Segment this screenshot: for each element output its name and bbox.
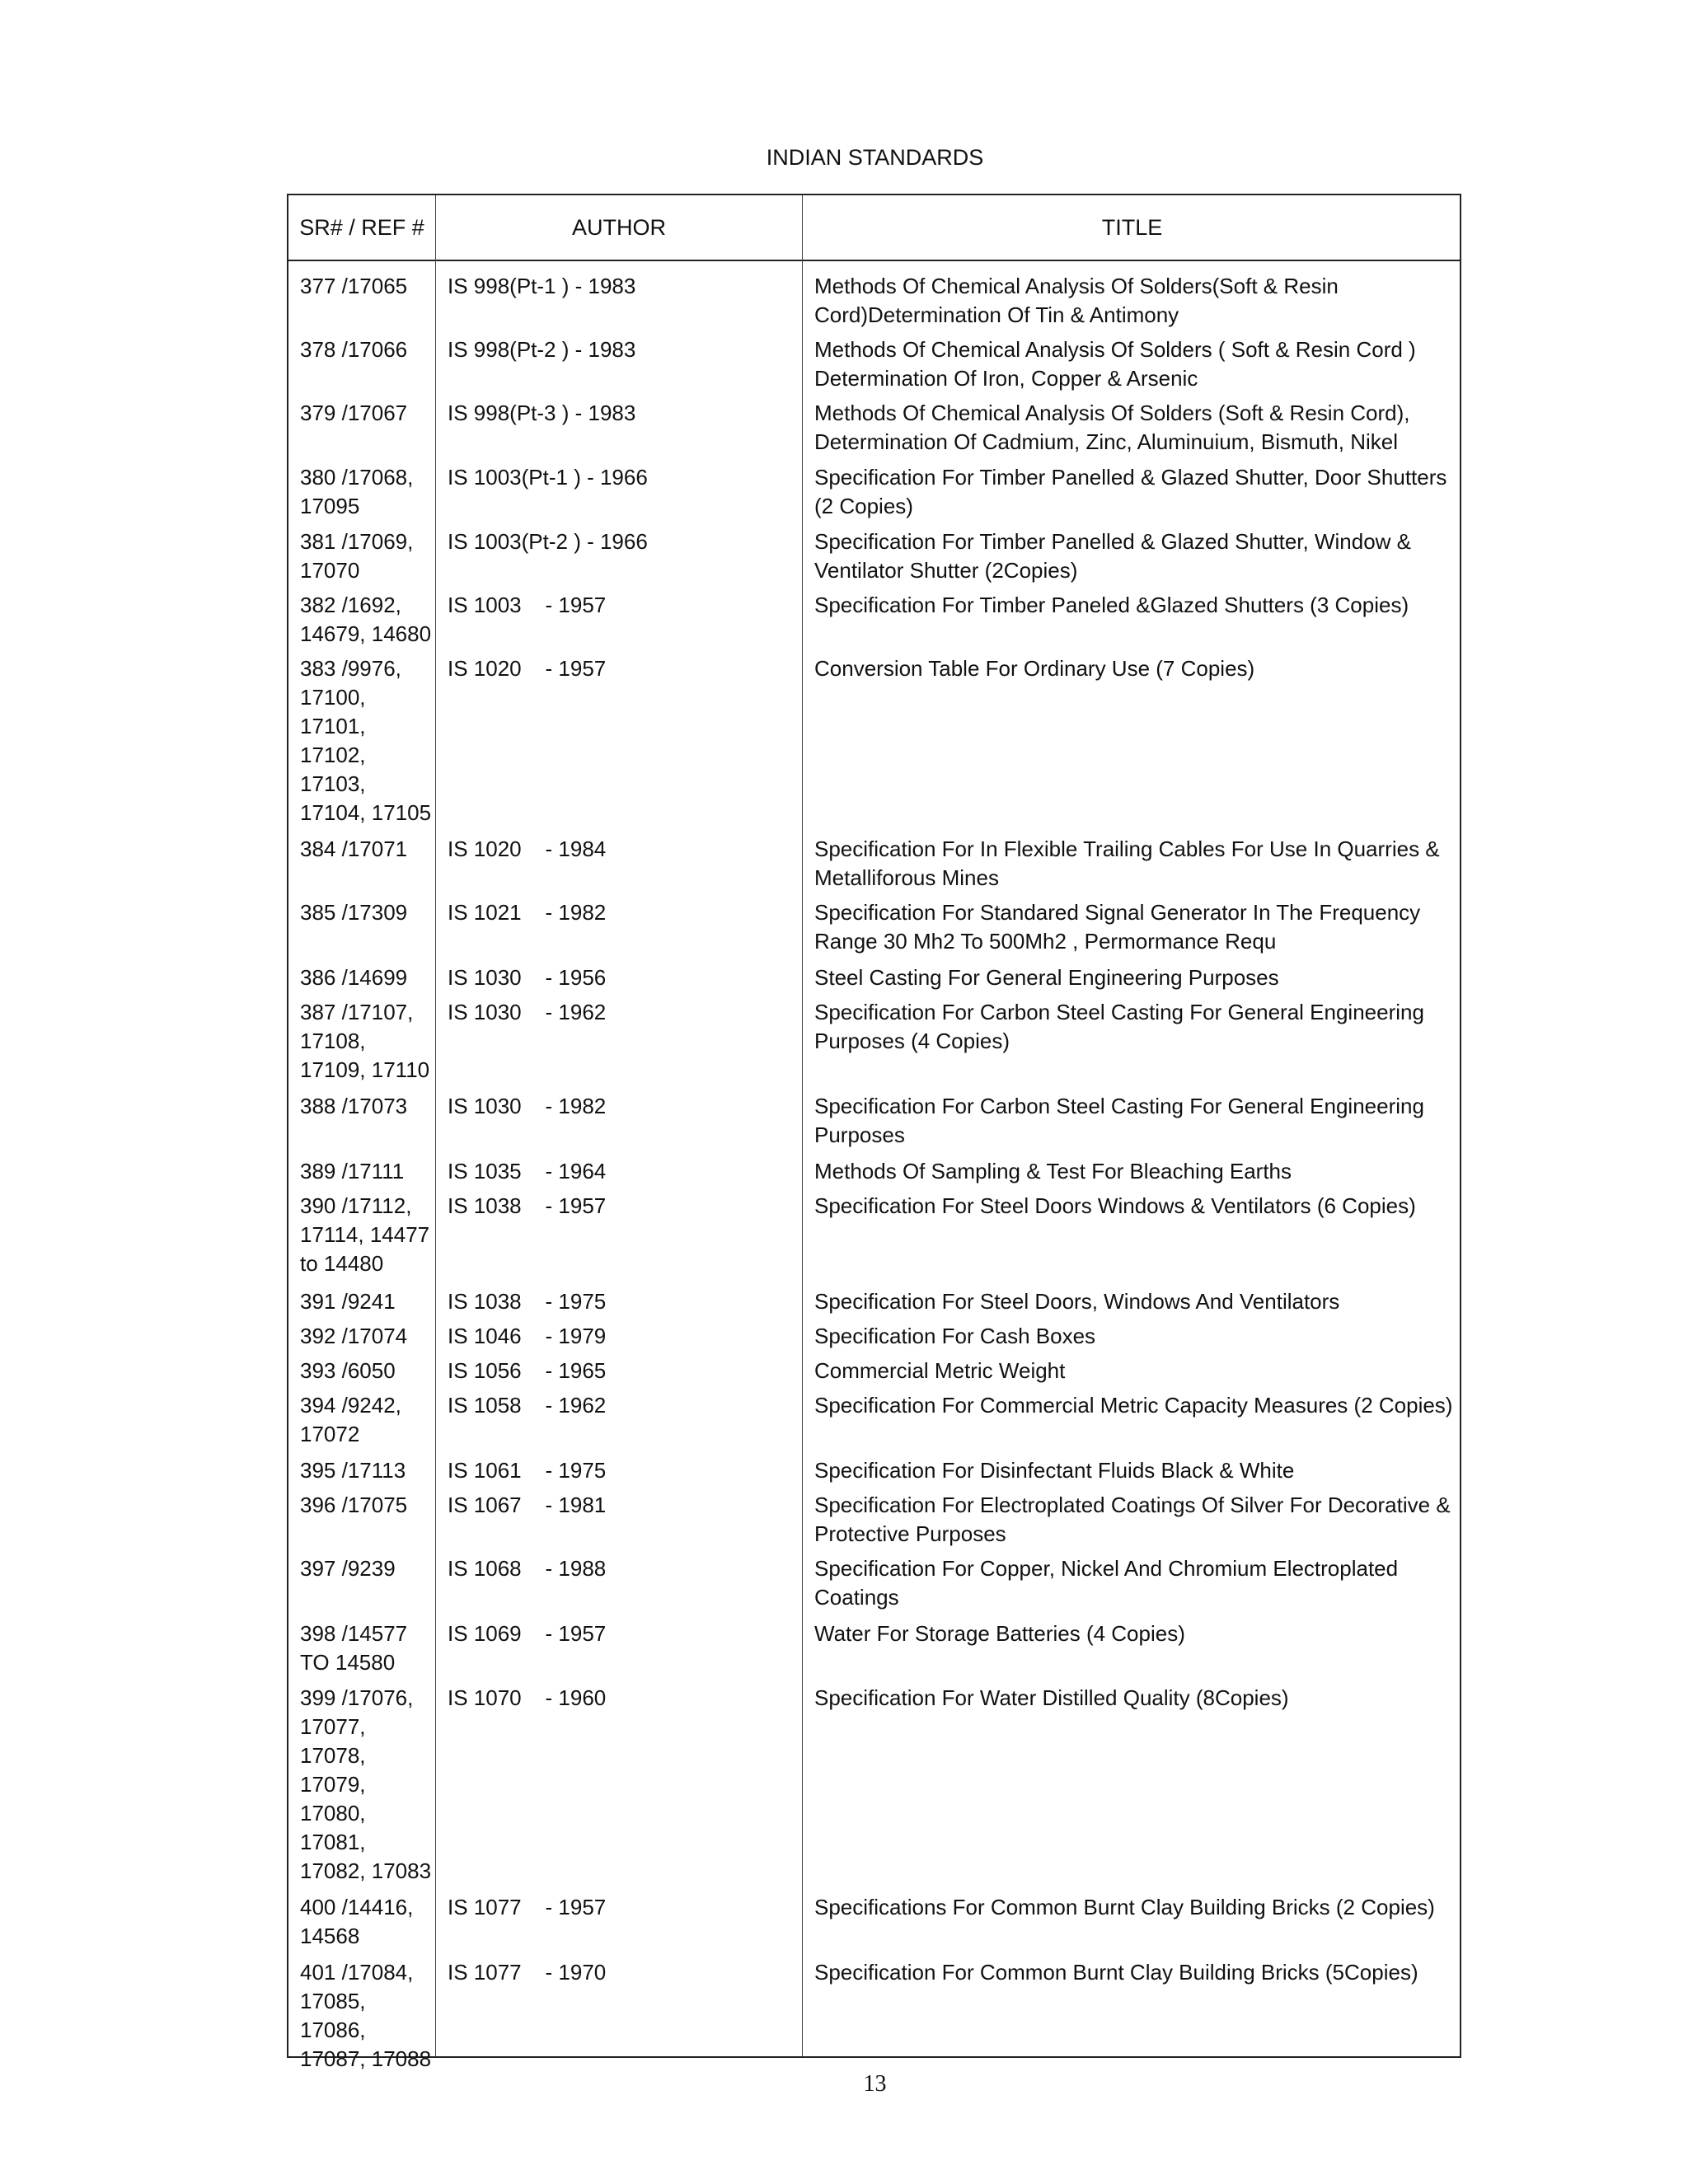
ref-cell: 387 /17107, 17108, 17109, 17110 [300,1000,430,1082]
ref-cell: 386 /14699 [300,965,408,990]
ref-cell: 394 /9242, 17072 [300,1393,401,1446]
author-cell: IS 1030 - 1956 [448,965,607,990]
title-cell: Specification For Standared Signal Generator In The Frequency Range 30 Mh2 To 500Mh2 , Permormance Requ [814,900,1421,954]
title-cell: Steel Casting For General Engineering Purposes [814,965,1279,990]
author-cell: IS 1069 - 1957 [448,1621,607,1646]
title-cell: Specification For Timber Paneled &Glazed Shutters (3 Copies) [814,593,1409,617]
author-cell: IS 1070 - 1960 [448,1685,607,1710]
title-cell: Specification For Common Burnt Clay Building Bricks (5Copies) [814,1960,1418,1985]
header-ref: SR# / REF # [299,215,424,240]
author-cell: IS 1021 - 1982 [448,900,607,925]
column-divider-2 [802,195,803,2056]
author-cell: IS 998(Pt-3 ) - 1983 [448,401,636,425]
title-cell: Specification For Disinfectant Fluids Black & White [814,1458,1295,1483]
ref-cell: 381 /17069, 17070 [300,529,414,583]
author-cell: IS 998(Pt-2 ) - 1983 [448,337,636,362]
author-cell: IS 1003(Pt-2 ) - 1966 [448,529,648,554]
ref-cell: 393 /6050 [300,1358,396,1383]
author-cell: IS 998(Pt-1 ) - 1983 [448,274,636,298]
author-cell: IS 1077 - 1970 [448,1960,607,1985]
title-cell: Specification For Water Distilled Quality (8Copies) [814,1685,1289,1710]
author-cell: IS 1030 - 1962 [448,1000,607,1024]
ref-cell: 390 /17112, 17114, 14477 to 14480 [300,1193,430,1276]
title-cell: Methods Of Sampling & Test For Bleaching Earths [814,1159,1292,1183]
author-cell: IS 1068 - 1988 [448,1556,607,1581]
title-cell: Specification For Steel Doors Windows & Ventilators (6 Copies) [814,1193,1416,1218]
ref-cell: 388 /17073 [300,1094,408,1118]
author-cell: IS 1020 - 1957 [448,656,607,681]
author-cell: IS 1035 - 1964 [448,1159,607,1183]
author-cell: IS 1038 - 1957 [448,1193,607,1218]
title-cell: Specification For Timber Panelled & Glazed Shutter, Window & Ventilator Shutter (2Copies) [814,529,1412,583]
title-cell: Specification For In Flexible Trailing Cables For Use In Quarries & Metalliforous Mines [814,837,1440,890]
ref-cell: 401 /17084, 17085, 17086, 17087, 17088 [300,1960,432,2071]
ref-cell: 396 /17075 [300,1493,408,1517]
author-cell: IS 1003(Pt-1 ) - 1966 [448,465,648,490]
title-cell: Specification For Commercial Metric Capacity Measures (2 Copies) [814,1393,1453,1418]
title-cell: Conversion Table For Ordinary Use (7 Copies) [814,656,1255,681]
title-cell: Specification For Carbon Steel Casting For General Engineering Purposes [814,1094,1424,1147]
author-cell: IS 1061 - 1975 [448,1458,607,1483]
ref-cell: 391 /9241 [300,1289,396,1314]
ref-cell: 389 /17111 [300,1159,405,1183]
title-cell: Methods Of Chemical Analysis Of Solders (Soft & Resin Cord), Determination Of Cadmium, Zinc, Aluminuium, Bismuth, Nikel [814,401,1410,454]
standards-table [287,194,1461,2071]
title-cell: Water For Storage Batteries (4 Copies) [814,1621,1185,1646]
ref-cell: 395 /17113 [300,1458,406,1483]
table-header-row [288,195,1460,261]
ref-cell: 383 /9976, 17100, 17101, 17102, 17103, 17104, 17105 [300,656,432,825]
author-cell: IS 1067 - 1981 [448,1493,607,1517]
author-cell: IS 1077 - 1957 [448,1895,607,1919]
ref-cell: 384 /17071 [300,837,408,861]
title-cell: Specification For Electroplated Coatings Of Silver For Decorative & Protective Purposes [814,1493,1451,1546]
author-cell: IS 1030 - 1982 [448,1094,607,1118]
ref-cell: 382 /1692, 14679, 14680 [300,593,432,646]
header-author: AUTHOR [572,215,666,240]
author-cell: IS 1003 - 1957 [448,593,607,617]
ref-cell: 398 /14577 TO 14580 [300,1621,408,1675]
page-heading: INDIAN STANDARDS [766,145,984,170]
header-title: TITLE [1101,215,1163,240]
title-cell: Commercial Metric Weight [814,1358,1066,1383]
ref-cell: 400 /14416, 14568 [300,1895,414,1948]
author-cell: IS 1058 - 1962 [448,1393,607,1418]
title-cell: Specification For Cash Boxes [814,1324,1096,1348]
ref-cell: 385 /17309 [300,900,408,925]
title-cell: Specifications For Common Burnt Clay Building Bricks (2 Copies) [814,1895,1435,1919]
page-number: 13 [863,2071,887,2097]
ref-cell: 397 /9239 [300,1556,396,1581]
ref-cell: 378 /17066 [300,337,408,362]
ref-cell: 379 /17067 [300,401,408,425]
title-cell: Specification For Timber Panelled & Glazed Shutter, Door Shutters (2 Copies) [814,465,1447,518]
title-cell: Methods Of Chemical Analysis Of Solders ( Soft & Resin Cord ) Determination Of Iron, Copper & Arsenic [814,337,1416,391]
title-cell: Methods Of Chemical Analysis Of Solders(Soft & Resin Cord)Determination Of Tin & Antimony [814,274,1339,327]
author-cell: IS 1056 - 1965 [448,1358,607,1383]
ref-cell: 392 /17074 [300,1324,408,1348]
author-cell: IS 1038 - 1975 [448,1289,607,1314]
column-divider-1 [435,195,436,2056]
author-cell: IS 1020 - 1984 [448,837,607,861]
ref-cell: 377 /17065 [300,274,408,298]
title-cell: Specification For Steel Doors, Windows And Ventilators [814,1289,1340,1314]
author-cell: IS 1046 - 1979 [448,1324,607,1348]
title-cell: Specification For Carbon Steel Casting For General Engineering Purposes (4 Copies) [814,1000,1424,1053]
ref-cell: 399 /17076, 17077, 17078, 17079, 17080, 17081, 17082, 17083 [300,1685,432,1883]
ref-cell: 380 /17068, 17095 [300,465,414,518]
title-cell: Specification For Copper, Nickel And Chromium Electroplated Coatings [814,1556,1399,1610]
